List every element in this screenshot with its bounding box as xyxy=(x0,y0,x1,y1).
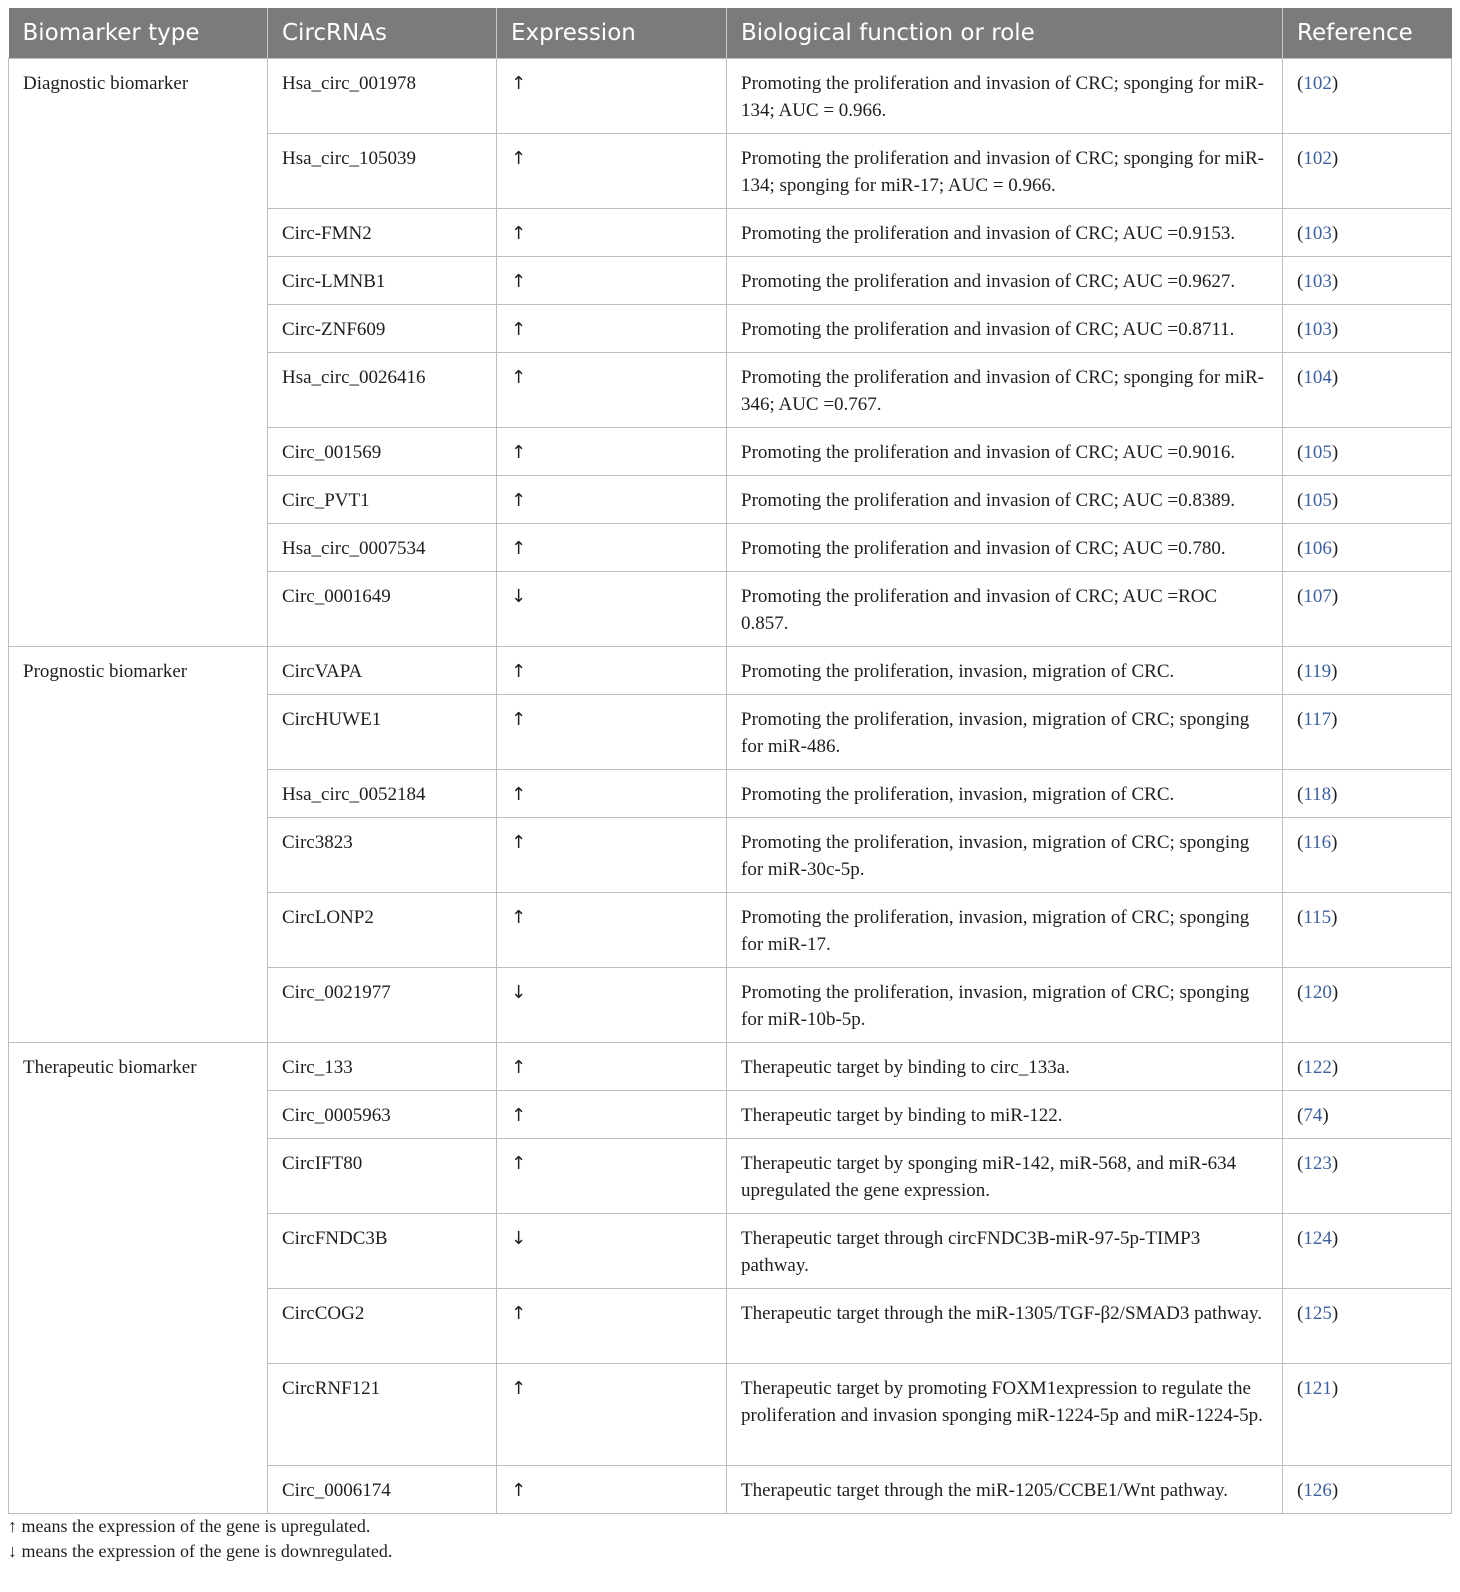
function-cell: Therapeutic target by binding to circ_133a. xyxy=(727,1042,1283,1090)
header-circrnas: CircRNAs xyxy=(268,8,497,58)
circrna-cell: Circ-ZNF609 xyxy=(268,304,497,352)
reference-link[interactable]: 103 xyxy=(1303,318,1332,340)
biomarker-type-cell: Therapeutic biomarker xyxy=(9,1042,268,1513)
reference-cell: (103) xyxy=(1283,256,1452,304)
function-cell: Promoting the proliferation and invasion of CRC; AUC =ROC 0.857. xyxy=(727,571,1283,646)
reference-cell: (105) xyxy=(1283,475,1452,523)
expression-cell: ↑ xyxy=(497,1138,727,1213)
circrna-cell: CircLONP2 xyxy=(268,892,497,967)
expression-cell: ↑ xyxy=(497,208,727,256)
reference-cell: (121) xyxy=(1283,1363,1452,1465)
reference-link[interactable]: 103 xyxy=(1303,222,1332,244)
reference-link[interactable]: 74 xyxy=(1303,1104,1323,1126)
header-function: Biological function or role xyxy=(727,8,1283,58)
reference-link[interactable]: 105 xyxy=(1303,489,1332,511)
circrna-cell: Circ_0005963 xyxy=(268,1090,497,1138)
circrna-cell: Hsa_circ_001978 xyxy=(268,58,497,133)
circrna-cell: CircIFT80 xyxy=(268,1138,497,1213)
header-reference: Reference xyxy=(1283,8,1452,58)
function-cell: Promoting the proliferation and invasion of CRC; sponging for miR-134; sponging for miR-17; AUC = 0.966. xyxy=(727,133,1283,208)
function-cell: Promoting the proliferation and invasion of CRC; AUC =0.9153. xyxy=(727,208,1283,256)
circrna-cell: Circ_001569 xyxy=(268,427,497,475)
circrna-cell: CircCOG2 xyxy=(268,1288,497,1363)
function-cell: Promoting the proliferation and invasion of CRC; sponging for miR-346; AUC =0.767. xyxy=(727,352,1283,427)
expression-cell: ↑ xyxy=(497,475,727,523)
function-cell: Promoting the proliferation, invasion, migration of CRC; sponging for miR-30c-5p. xyxy=(727,817,1283,892)
table-body xyxy=(9,58,1452,1513)
reference-cell: (125) xyxy=(1283,1288,1452,1363)
circrna-cell: Circ-FMN2 xyxy=(268,208,497,256)
reference-cell: (119) xyxy=(1283,646,1452,694)
circrna-cell: Hsa_circ_105039 xyxy=(268,133,497,208)
expression-cell: ↑ xyxy=(497,352,727,427)
reference-link[interactable]: 117 xyxy=(1303,708,1332,730)
circrna-cell: CircFNDC3B xyxy=(268,1213,497,1288)
reference-cell: (120) xyxy=(1283,967,1452,1042)
circrna-cell: Circ_0001649 xyxy=(268,571,497,646)
biomarker-type-cell: Diagnostic biomarker xyxy=(9,58,268,646)
reference-link[interactable]: 126 xyxy=(1303,1479,1332,1501)
reference-link[interactable]: 105 xyxy=(1303,441,1332,463)
reference-link[interactable]: 124 xyxy=(1303,1227,1332,1249)
biomarker-type-cell: Prognostic biomarker xyxy=(9,646,268,1042)
reference-link[interactable]: 106 xyxy=(1303,537,1332,559)
circrna-cell: CircHUWE1 xyxy=(268,694,497,769)
expression-cell: ↑ xyxy=(497,523,727,571)
expression-cell: ↑ xyxy=(497,256,727,304)
expression-cell: ↑ xyxy=(497,1288,727,1363)
reference-cell: (105) xyxy=(1283,427,1452,475)
function-cell: Promoting the proliferation and invasion of CRC; AUC =0.9016. xyxy=(727,427,1283,475)
header-row xyxy=(9,8,1452,58)
footnote-up: ↑ means the expression of the gene is upregulated. xyxy=(8,1516,371,1536)
reference-link[interactable]: 118 xyxy=(1303,783,1332,805)
circrna-cell: Circ3823 xyxy=(268,817,497,892)
circrna-cell: CircRNF121 xyxy=(268,1363,497,1465)
expression-cell: ↑ xyxy=(497,892,727,967)
reference-cell: (122) xyxy=(1283,1042,1452,1090)
reference-cell: (118) xyxy=(1283,769,1452,817)
expression-cell: ↓ xyxy=(497,967,727,1042)
reference-cell: (74) xyxy=(1283,1090,1452,1138)
function-cell: Therapeutic target by sponging miR-142, miR-568, and miR-634 upregulated the gene expression. xyxy=(727,1138,1283,1213)
table-row xyxy=(9,1042,1452,1090)
expression-cell: ↑ xyxy=(497,1363,727,1465)
reference-link[interactable]: 120 xyxy=(1303,981,1332,1003)
circrna-cell: Circ-LMNB1 xyxy=(268,256,497,304)
reference-link[interactable]: 104 xyxy=(1303,366,1332,388)
table-row xyxy=(9,58,1452,133)
reference-link[interactable]: 103 xyxy=(1303,270,1332,292)
expression-cell: ↑ xyxy=(497,1042,727,1090)
function-cell: Promoting the proliferation, invasion, migration of CRC. xyxy=(727,769,1283,817)
reference-cell: (103) xyxy=(1283,304,1452,352)
reference-link[interactable]: 102 xyxy=(1303,72,1332,94)
footnote-down: ↓ means the expression of the gene is downregulated. xyxy=(8,1541,393,1561)
reference-cell: (103) xyxy=(1283,208,1452,256)
reference-link[interactable]: 102 xyxy=(1303,147,1332,169)
reference-cell: (124) xyxy=(1283,1213,1452,1288)
table-footnotes xyxy=(8,1514,392,1564)
reference-link[interactable]: 122 xyxy=(1303,1056,1332,1078)
function-cell: Promoting the proliferation and invasion of CRC; AUC =0.780. xyxy=(727,523,1283,571)
reference-cell: (123) xyxy=(1283,1138,1452,1213)
reference-cell: (115) xyxy=(1283,892,1452,967)
expression-cell: ↑ xyxy=(497,427,727,475)
circrna-cell: Circ_133 xyxy=(268,1042,497,1090)
reference-link[interactable]: 121 xyxy=(1303,1377,1332,1399)
circrna-cell: Hsa_circ_0052184 xyxy=(268,769,497,817)
circrna-cell: Hsa_circ_0026416 xyxy=(268,352,497,427)
reference-cell: (102) xyxy=(1283,133,1452,208)
table-row xyxy=(9,646,1452,694)
circrna-cell: Hsa_circ_0007534 xyxy=(268,523,497,571)
reference-link[interactable]: 115 xyxy=(1303,906,1332,928)
reference-cell: (107) xyxy=(1283,571,1452,646)
expression-cell: ↓ xyxy=(497,1213,727,1288)
expression-cell: ↑ xyxy=(497,817,727,892)
circrna-biomarker-table xyxy=(8,8,1452,1514)
reference-link[interactable]: 107 xyxy=(1303,585,1332,607)
circrna-cell: Circ_0006174 xyxy=(268,1465,497,1513)
function-cell: Therapeutic target by promoting FOXM1expression to regulate the proliferation and invasion sponging miR-1224-5p and miR-1224-5p. xyxy=(727,1363,1283,1465)
function-cell: Promoting the proliferation and invasion of CRC; AUC =0.8389. xyxy=(727,475,1283,523)
reference-link[interactable]: 119 xyxy=(1303,660,1332,682)
function-cell: Promoting the proliferation, invasion, migration of CRC. xyxy=(727,646,1283,694)
function-cell: Promoting the proliferation, invasion, migration of CRC; sponging for miR-17. xyxy=(727,892,1283,967)
function-cell: Promoting the proliferation and invasion of CRC; AUC =0.9627. xyxy=(727,256,1283,304)
expression-cell: ↑ xyxy=(497,1465,727,1513)
reference-cell: (102) xyxy=(1283,58,1452,133)
function-cell: Therapeutic target through circFNDC3B-miR-97-5p-TIMP3 pathway. xyxy=(727,1213,1283,1288)
reference-cell: (104) xyxy=(1283,352,1452,427)
reference-cell: (116) xyxy=(1283,817,1452,892)
function-cell: Therapeutic target through the miR-1305/TGF-β2/SMAD3 pathway. xyxy=(727,1288,1283,1363)
expression-cell: ↑ xyxy=(497,133,727,208)
expression-cell: ↑ xyxy=(497,694,727,769)
expression-cell: ↑ xyxy=(497,304,727,352)
function-cell: Promoting the proliferation and invasion of CRC; sponging for miR-134; AUC = 0.966. xyxy=(727,58,1283,133)
expression-cell: ↑ xyxy=(497,646,727,694)
table-container xyxy=(8,8,1451,1514)
function-cell: Promoting the proliferation, invasion, migration of CRC; sponging for miR-10b-5p. xyxy=(727,967,1283,1042)
reference-link[interactable]: 123 xyxy=(1303,1152,1332,1174)
reference-cell: (126) xyxy=(1283,1465,1452,1513)
circrna-cell: Circ_0021977 xyxy=(268,967,497,1042)
function-cell: Promoting the proliferation, invasion, migration of CRC; sponging for miR-486. xyxy=(727,694,1283,769)
function-cell: Therapeutic target through the miR-1205/CCBE1/Wnt pathway. xyxy=(727,1465,1283,1513)
circrna-cell: Circ_PVT1 xyxy=(268,475,497,523)
reference-cell: (117) xyxy=(1283,694,1452,769)
function-cell: Therapeutic target by binding to miR-122. xyxy=(727,1090,1283,1138)
reference-link[interactable]: 116 xyxy=(1303,831,1332,853)
header-expression: Expression xyxy=(497,8,727,58)
circrna-cell: CircVAPA xyxy=(268,646,497,694)
function-cell: Promoting the proliferation and invasion of CRC; AUC =0.8711. xyxy=(727,304,1283,352)
expression-cell: ↓ xyxy=(497,571,727,646)
expression-cell: ↑ xyxy=(497,1090,727,1138)
reference-cell: (106) xyxy=(1283,523,1452,571)
expression-cell: ↑ xyxy=(497,769,727,817)
expression-cell: ↑ xyxy=(497,58,727,133)
reference-link[interactable]: 125 xyxy=(1303,1302,1332,1324)
header-biomarker-type: Biomarker type xyxy=(9,8,268,58)
